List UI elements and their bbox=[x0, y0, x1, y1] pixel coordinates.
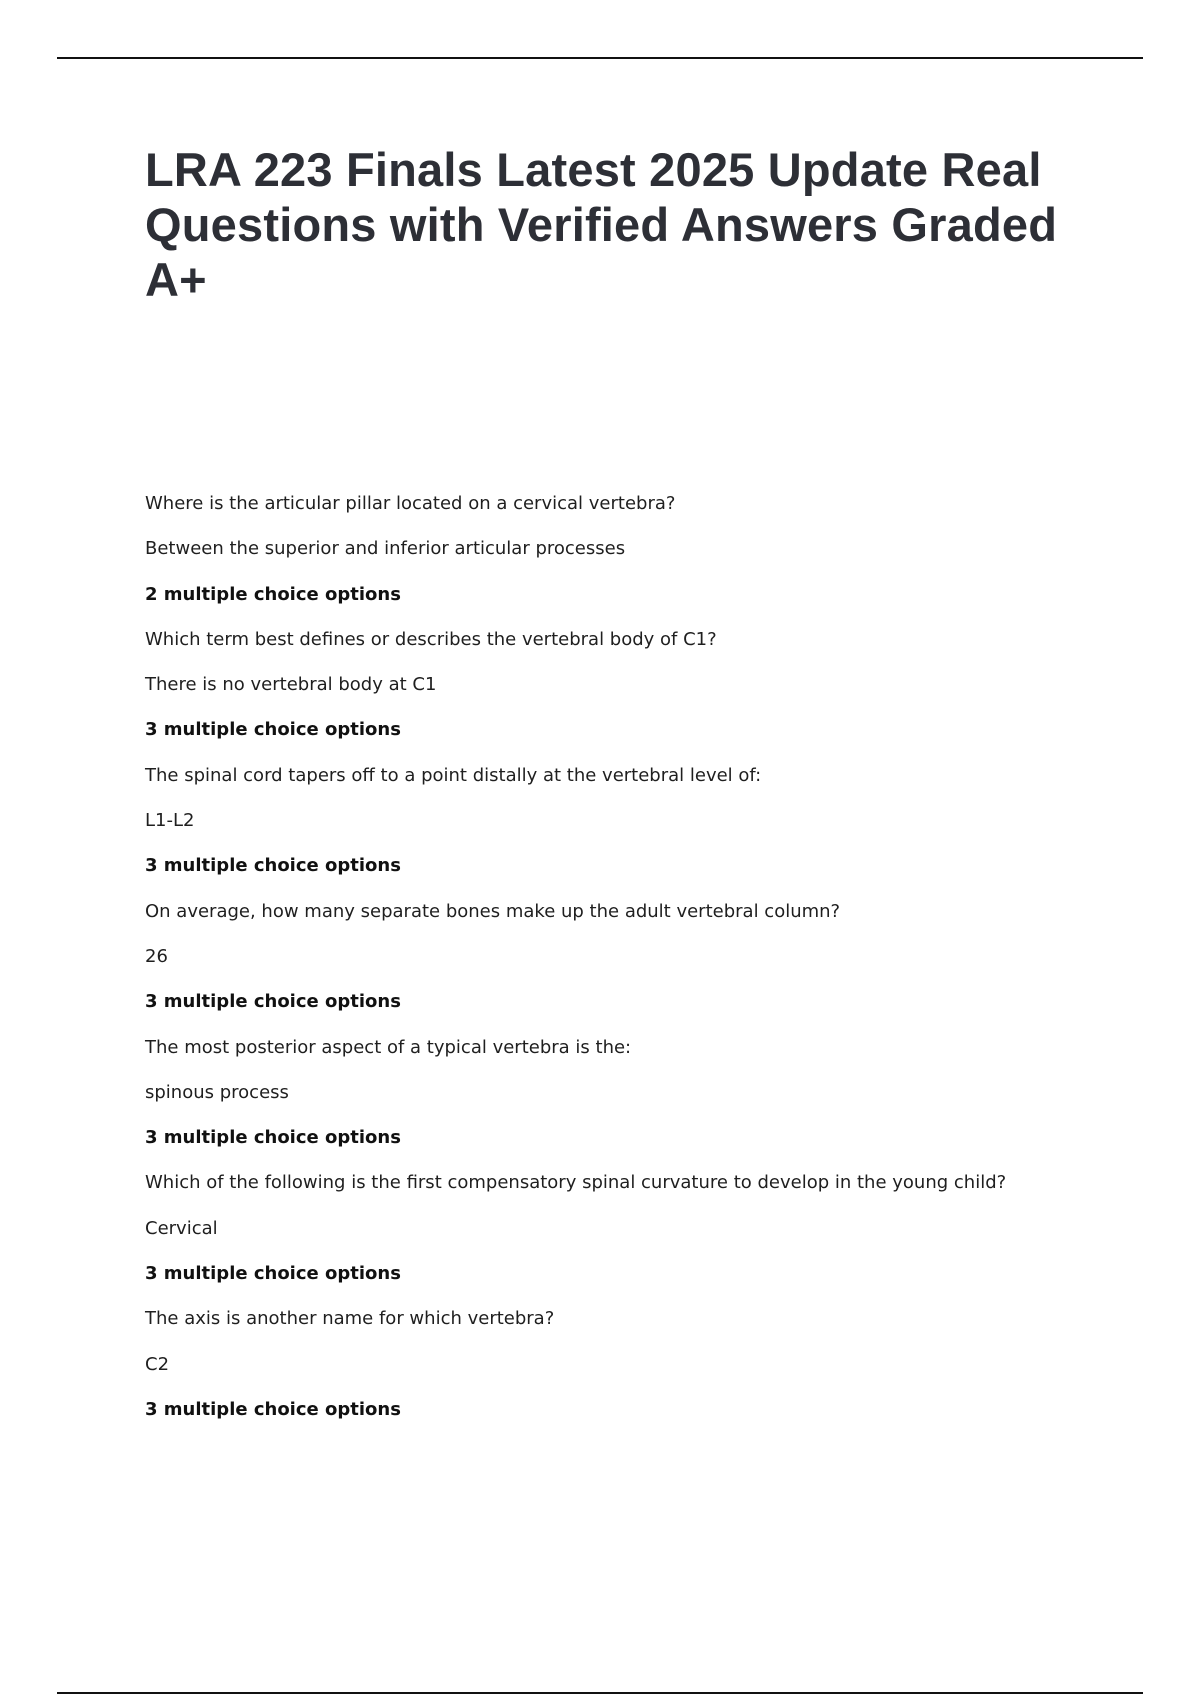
question-text: Which term best defines or describes the vertebral body of C1? bbox=[145, 628, 717, 650]
question-item bbox=[145, 1307, 1105, 1443]
question-text: The axis is another name for which vertebra? bbox=[145, 1308, 555, 1330]
question-text: The most posterior aspect of a typical vertebra is the: bbox=[145, 1036, 632, 1058]
question-item bbox=[145, 628, 1105, 764]
question-text: Which of the following is the first compensatory spinal curvature to develop in the young child? bbox=[145, 1172, 1007, 1194]
answer-text: There is no vertebral body at C1 bbox=[145, 674, 437, 696]
question-list bbox=[145, 492, 1105, 1443]
answer-text: C2 bbox=[145, 1353, 170, 1375]
options-count-label: 3 multiple choice options bbox=[145, 855, 401, 877]
answer-text: Cervical bbox=[145, 1217, 218, 1239]
top-divider bbox=[57, 57, 1143, 59]
question-item bbox=[145, 492, 1105, 628]
bottom-divider bbox=[57, 1692, 1143, 1694]
question-text: The spinal cord tapers off to a point distally at the vertebral level of: bbox=[145, 764, 762, 786]
question-item bbox=[145, 1171, 1105, 1307]
document-title: LRA 223 Finals Latest 2025 Update Real Questions with Verified Answers Graded A+ bbox=[145, 143, 1058, 306]
options-count-label: 2 multiple choice options bbox=[145, 583, 401, 605]
answer-text: Between the superior and inferior articular processes bbox=[145, 538, 626, 560]
question-text: Where is the articular pillar located on a cervical vertebra? bbox=[145, 493, 676, 514]
question-item bbox=[145, 1036, 1105, 1172]
answer-text: 26 bbox=[145, 945, 168, 967]
question-item bbox=[145, 764, 1105, 900]
answer-text: L1-L2 bbox=[145, 810, 195, 832]
answer-text: spinous process bbox=[145, 1081, 289, 1103]
options-count-label: 3 multiple choice options bbox=[145, 1127, 401, 1149]
question-item bbox=[145, 900, 1105, 1036]
options-count-label: 3 multiple choice options bbox=[145, 1398, 401, 1420]
question-text: On average, how many separate bones make up the adult vertebral column? bbox=[145, 900, 841, 922]
options-count-label: 3 multiple choice options bbox=[145, 1263, 401, 1285]
options-count-label: 3 multiple choice options bbox=[145, 719, 401, 741]
options-count-label: 3 multiple choice options bbox=[145, 991, 401, 1013]
